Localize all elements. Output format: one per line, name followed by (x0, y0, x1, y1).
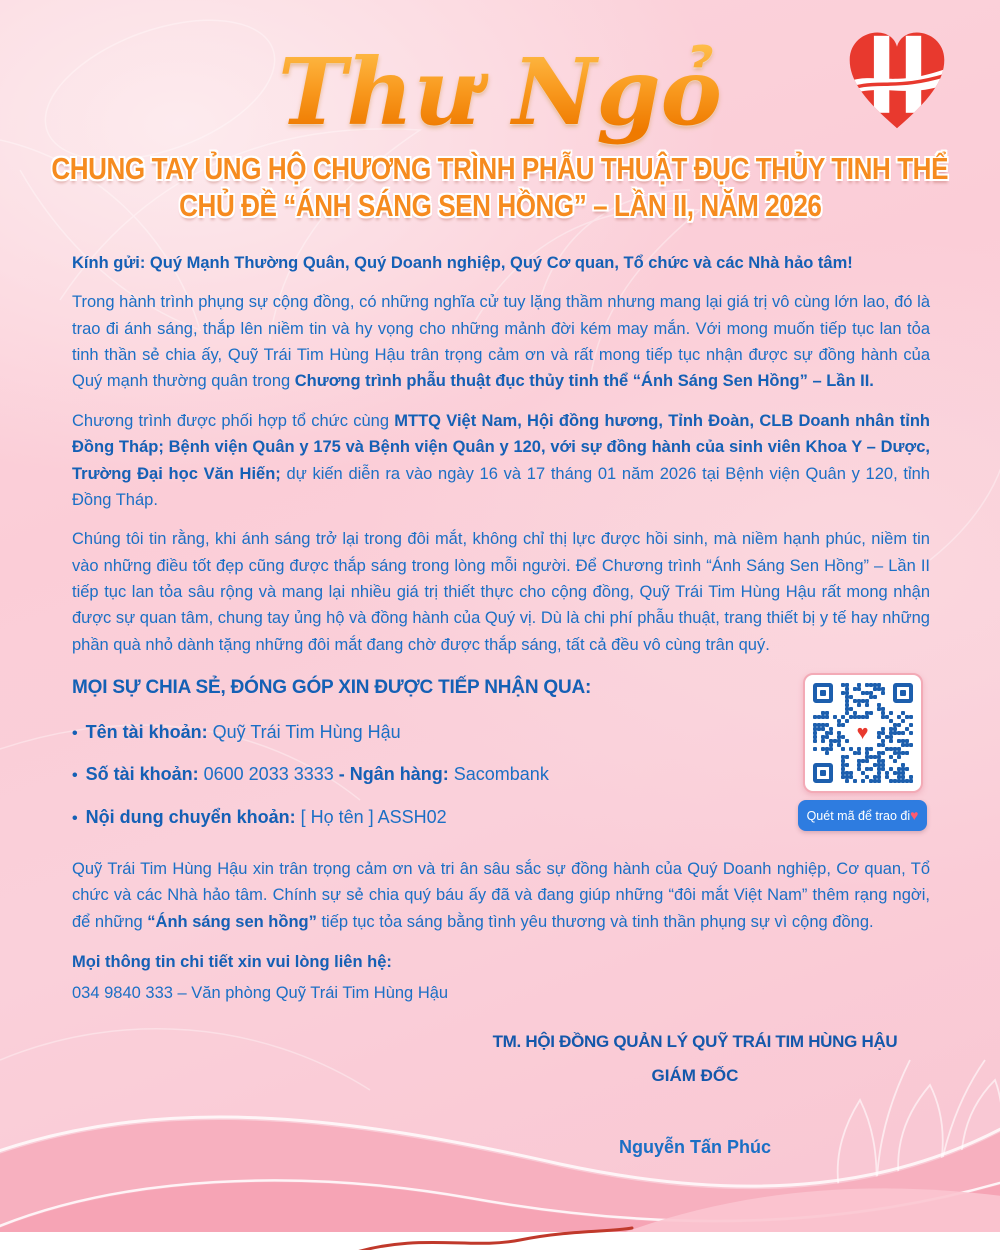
headline-line-2: CHỦ ĐỀ “ÁNH SÁNG SEN HỒNG” – LẦN II, NĂM 2026 (178, 187, 822, 223)
letter-title: Thư Ngỏ (277, 38, 723, 146)
hung-hau-heart-logo (842, 26, 952, 138)
thanks-paragraph: Quỹ Trái Tim Hùng Hậu xin trân trọng cảm ơn và tri ân sâu sắc sự đồng hành của Quý Doanh nghiệp, Cơ quan, Tổ chức và các Nhà hảo tâm. Chính sự sẻ chia quý báu ấy đã và đang giúp những “đôi mắt Việt Nam” thêm rạng ngời, để những “Ánh sáng sen hồng” tiếp tục tỏa sáng bằng tình yêu thương và tinh thần phụng sự vì cộng đồng. (72, 860, 930, 931)
heart-icon: ♥ (910, 807, 919, 824)
red-curve-decoration (0, 1224, 1000, 1250)
bullet-icon: • (72, 810, 78, 828)
donation-item-transfer-note: • Nội dung chuyển khoản: [ Họ tên ] ASSH02 (72, 803, 777, 832)
qr-code (813, 683, 913, 783)
donation-section (72, 671, 930, 846)
donation-item-account-name: • Tên tài khoản: Quỹ Trái Tim Hùng Hậu (72, 718, 777, 747)
qr-block (795, 673, 930, 846)
qr-frame (803, 673, 923, 793)
contact-heading: Mọi thông tin chi tiết xin vui lòng liên hệ: (72, 953, 392, 972)
paragraph-2: Chương trình được phối hợp tổ chức cùng MTTQ Việt Nam, Hội đồng hương, Tỉnh Đoàn, CLB Doanh nhân tỉnh Đồng Tháp; Bệnh viện Quân y 175 và Bệnh viện Quân y 120, với sự đồng hành của sinh viên Khoa Y – Dược, Trường Đại học Văn Hiến; dự kiến diễn ra vào ngày 16 và 17 tháng 01 năm 2026 tại Bệnh viện Quân y 120, tỉnh Đồng Tháp. (72, 411, 930, 509)
greeting-line: Kính gửi: Quý Mạnh Thường Quân, Quý Doanh nghiệp, Quý Cơ quan, Tổ chức và các Nhà hảo tâm! (72, 253, 853, 272)
letter-body (72, 250, 930, 1162)
headline-line-1: CHUNG TAY ỦNG HỘ CHƯƠNG TRÌNH PHẪU THUẬT ĐỤC THỦY TINH THỂ (51, 150, 949, 186)
paragraph-3: Chúng tôi tin rằng, khi ánh sáng trở lại trong đôi mắt, không chỉ thị lực được hồi sinh, mà niềm hạnh phúc, niềm tin vào những điều tốt đẹp cũng được thắp sáng trong lòng mỗi người. Để Chương trình “Ánh Sáng Sen Hồng” – Lần II tiếp tục lan tỏa sâu rộng và mang lại nhiều giá trị thiết thực cho cộng đồng, Quỹ Trái Tim Hùng Hậu rất mong nhận được sự quan tâm, chung tay ủng hộ và đồng hành của Quý vị. Dù là chi phí phẫu thuật, trang thiết bị y tế hay những phần quà nhỏ dành tặng những đôi mắt đang chờ được thắp sáng, tất cả đều vô cùng trân quý. (72, 530, 930, 654)
qr-finder-icon (813, 763, 833, 783)
signature-name: Nguyễn Tấn Phúc (618, 1137, 771, 1158)
paragraph-1: Trong hành trình phụng sự cộng đồng, có những nghĩa cử tuy lặng thầm nhưng mang lại giá trị vô cùng lớn lao, đó là trao đi ánh sáng, thắp lên niềm tin và hy vọng cho những mảnh đời kém may mắn. Với mong muốn tiếp tục lan tỏa tinh thần sẻ chia ấy, Quỹ Trái Tim Hùng Hậu trân trọng cảm ơn và rất mong tiếp tục nhận được sự đồng hành của Quý mạnh thường quân trong Chương trình phẫu thuật đục thủy tinh thể “Ánh Sáng Sen Hồng” – Lần II. (72, 293, 930, 391)
donation-item-account-number: • Số tài khoản: 0600 2033 3333 - Ngân hàng: Sacombank (72, 760, 777, 789)
qr-caption: Quét mã để trao đi♥ (798, 800, 928, 830)
qr-center-heart-icon: ♥ (850, 720, 876, 746)
donation-heading: MỌI SỰ CHIA SẺ, ĐÓNG GÓP XIN ĐƯỢC TIẾP NHẬN QUA: (72, 677, 592, 699)
headline (0, 150, 1000, 224)
signature-role-line: GIÁM ĐỐC (651, 1066, 739, 1086)
bullet-icon: • (72, 767, 78, 785)
signature-block (460, 1028, 930, 1162)
qr-finder-icon (813, 683, 833, 703)
contact-line: 034 9840 333 – Văn phòng Quỹ Trái Tim Hùng Hậu (72, 983, 449, 1002)
signature-org-line: TM. HỘI ĐỒNG QUẢN LÝ QUỸ TRÁI TIM HÙNG HẬU (492, 1032, 898, 1051)
qr-finder-icon (893, 683, 913, 703)
bullet-icon: • (72, 724, 78, 742)
